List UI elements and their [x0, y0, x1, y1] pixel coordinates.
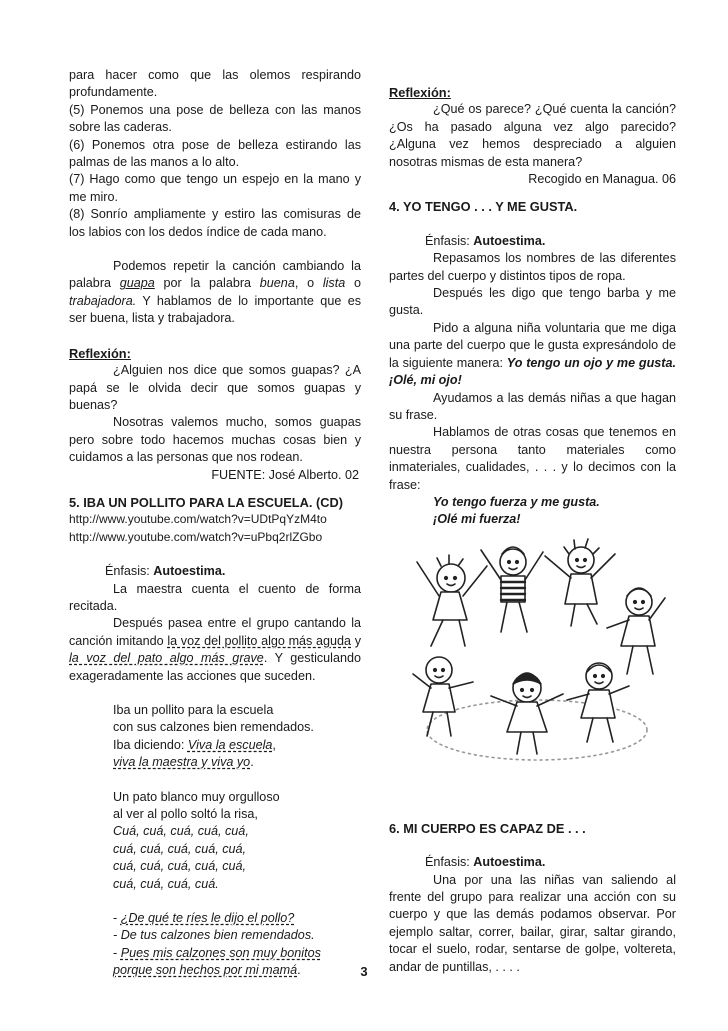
voz-pato: la voz del pato algo más grave: [69, 651, 264, 666]
word-guapa: guapa: [119, 276, 155, 291]
reflexion-title-right: Reflexión:: [389, 85, 451, 100]
child-figure: [607, 588, 665, 674]
reflexion-question: ¿Alguien nos dice que somos guapas? ¿A papá se le olvida decir que somos guapas y buenas?: [69, 363, 361, 412]
example-ojo: Yo tengo un ojo y me gusta. ¡Olé, mi ojo!: [389, 355, 676, 388]
section-5-title: 5. IBA UN POLLITO PARA LA ESCUELA. (CD): [69, 494, 343, 510]
enfasis-line-right: Énfasis: Autoestima.: [425, 233, 546, 248]
step-7: (7) Hago como que tengo un espejo en la mano y me miro.: [69, 172, 361, 204]
word-buena: buena: [259, 276, 295, 291]
dancing-children-illustration: [403, 520, 671, 770]
repeat-paragraph: Podemos repetir la canción cambiando la palabra guapa por la palabra buena, o lista o trabajadora. Y hablamos de lo importante que es ser buena, lista y trabajadora.: [69, 259, 361, 326]
poem-stanza-1: Iba un pollito para la escuela con sus calzones bien remendados. Iba diciendo: Viva la escuela, viva la maestra y viva yo.: [113, 703, 314, 770]
child-figure: [417, 555, 487, 646]
voz-pollito: la voz del pollito algo más aguda: [167, 633, 352, 648]
child-figure: [481, 547, 543, 632]
paragraph-pido: Pido a alguna niña voluntaria que me diga una parte del cuerpo que le gusta expresándolo de la siguiente manera: Yo tengo un ojo y me gusta. ¡Olé, mi ojo!: [389, 320, 676, 388]
paragraph-una-por-una: Una por una las niñas van saliendo al frente del grupo para realizar una acción con su cuerpo y que las demás podamos observar. Por ejemplo saltar, correr, bailar, girar, saltar girando, tocar el suelo, rodar, sentarse de golpe, voltereta, andar de puntillas, . . . .: [389, 872, 676, 974]
source-managua: Recogido en Managua. 06: [528, 172, 676, 187]
poem-stanza-3: - ¿De qué te ríes le dijo el pollo? - De tus calzones bien remendados. - Pues mis calzones son muy bonitos porque son hechos por mi mamá.: [113, 911, 321, 978]
fuente: FUENTE: José Alberto. 02: [211, 467, 359, 482]
child-figure: [491, 673, 563, 754]
child-figure: [545, 539, 615, 626]
page-number: 3: [360, 964, 368, 979]
word-lista: lista: [322, 276, 346, 291]
intro-line: para hacer como que las olemos respirando profundamente.: [69, 68, 361, 100]
youtube-link-2[interactable]: http://www.youtube.com/watch?v=uPbq2rlZGbo: [69, 529, 323, 544]
enfasis-value: Autoestima.: [153, 564, 226, 579]
step-8: (8) Sonrío ampliamente y estiro las comisuras de los labios con los dedos índice de cada mano.: [69, 207, 361, 239]
step-5: (5) Ponemos una pose de belleza con las manos sobre las caderas.: [69, 102, 361, 135]
example-fuerza-1: Yo tengo fuerza y me gusta.: [433, 494, 600, 509]
section-4-title: 4. YO TENGO . . . Y ME GUSTA.: [389, 199, 578, 215]
reflexion-text-right: ¿Qué os parece? ¿Qué cuenta la canción? ¿Os ha pasado alguna vez algo parecido? ¿Alguna vez hemos despreciado a alguien nosotras mismas de esta manera?: [389, 102, 676, 169]
reflexion-answer: Nosotras valemos mucho, somos guapas pero sobre todo hacemos muchas cosas bien y cuidamos a las personas que nos rodean.: [69, 415, 361, 465]
paragraph-hablamos: Hablamos de otras cosas que tenemos en nuestra persona tanto materiales como inmateriales, cualidades, . . . y lo decimos con la frase:: [389, 425, 676, 492]
youtube-link-1[interactable]: http://www.youtube.com/watch?v=UDtPqYzM4to: [69, 512, 327, 527]
step-6: (6) Ponemos otra pose de belleza estirando las palmas de las manos a lo alto.: [69, 137, 361, 170]
child-figure: [413, 657, 473, 736]
paragraph-ayudamos: Ayudamos a las demás niñas a que hagan su frase.: [389, 390, 676, 422]
song-paragraph: Después pasea entre el grupo cantando la canción imitando la voz del pollito algo más aguda y la voz del pato algo más grave. Y gesticulando exageradamente las acciones que suceden.: [69, 616, 362, 683]
poem-stanza-2: Un pato blanco muy orgulloso al ver al pollo soltó la risa, Cuá, cuá, cuá, cuá, cuá, cuá, cuá, cuá, cuá, cuá, cuá, cuá, cuá, cuá, cuá, cuá, cuá, cuá, cuá.: [113, 789, 280, 891]
enfasis-line: Énfasis: Autoestima.: [105, 564, 226, 579]
example-fuerza-2: ¡Olé mi fuerza!: [433, 512, 521, 527]
section-6-title: 6. MI CUERPO ES CAPAZ DE . . .: [389, 820, 586, 836]
reflexion-title: Reflexión:: [69, 345, 131, 361]
left-column: [69, 67, 361, 980]
story-paragraph: La maestra cuenta el cuento de forma recitada.: [69, 581, 361, 613]
paragraph-despues: Después les digo que tengo barba y me gusta.: [389, 286, 676, 318]
word-trabajadora: trabajadora.: [69, 293, 137, 308]
enfasis-line-right-2: Énfasis: Autoestima.: [425, 855, 546, 870]
paragraph-repasamos: Repasamos los nombres de las diferentes partes del cuerpo y distintos tipos de ropa.: [389, 251, 676, 283]
